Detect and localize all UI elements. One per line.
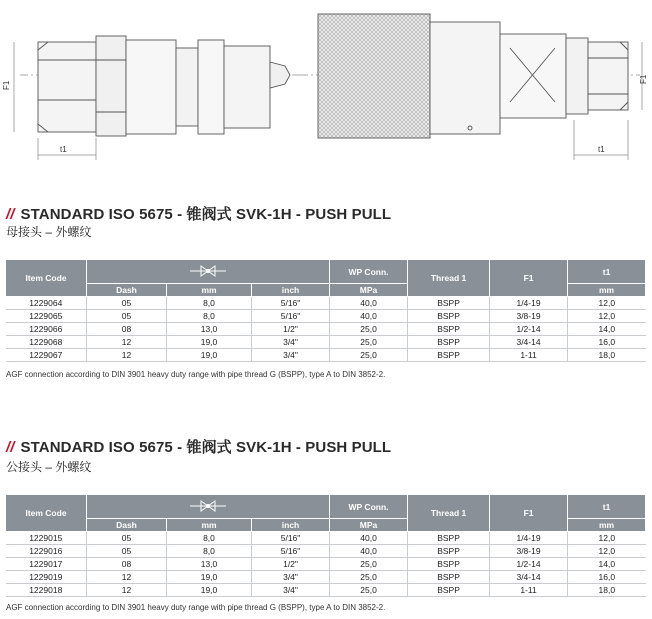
cell-inch: 5/16" [252,297,330,310]
cell-t1: 18,0 [568,584,646,597]
cell-mm: 13,0 [167,558,252,571]
female-coupling-drawing [300,14,642,160]
cell-f1: 1/4-19 [490,532,568,545]
spec-table [5,259,646,362]
header-item-code: Item Code [6,495,87,532]
right-f1-label: F1 [639,74,648,84]
cell-f1: 3/8-19 [490,310,568,323]
cell-f1: 1/4-19 [490,297,568,310]
header-flow-symbol [87,495,330,519]
cell-t1: 14,0 [568,558,646,571]
cell-thread: BSPP [408,349,490,362]
cell-inch: 5/16" [252,545,330,558]
cell-f1: 3/4-14 [490,336,568,349]
cell-f1: 3/4-14 [490,571,568,584]
cell-item-code: 1229064 [6,297,87,310]
coupling-technical-drawing [0,0,652,175]
cell-dash: 05 [87,310,167,323]
footnote: AGF connection according to DIN 3901 heavy duty range with pipe thread G (BSPP), type A to DIN 3852-2. [6,603,386,612]
cell-mpa: 40,0 [330,545,408,558]
section-title [6,436,391,457]
table-row [6,532,646,545]
cell-thread: BSPP [408,336,490,349]
cell-t1: 12,0 [568,297,646,310]
cell-t1: 18,0 [568,349,646,362]
cell-f1: 1/2-14 [490,558,568,571]
cell-t1: 16,0 [568,571,646,584]
cell-t1: 12,0 [568,532,646,545]
header-wp-conn: WP Conn. [330,495,408,519]
cell-mpa: 40,0 [330,310,408,323]
header-t1-mm: mm [568,519,646,532]
header-dash: Dash [87,284,167,297]
header-thread1: Thread 1 [408,495,490,532]
header-t1: t1 [568,260,646,284]
cell-thread: BSPP [408,571,490,584]
cell-mm: 13,0 [167,323,252,336]
table-row [6,558,646,571]
table-row [6,349,646,362]
header-inch: inch [252,284,330,297]
table-row [6,571,646,584]
header-mpa: MPa [330,519,408,532]
cell-mm: 8,0 [167,310,252,323]
cell-mpa: 40,0 [330,532,408,545]
cell-mpa: 25,0 [330,584,408,597]
cell-f1: 1-11 [490,584,568,597]
table-row [6,297,646,310]
section-title [6,203,391,224]
cell-mpa: 25,0 [330,558,408,571]
male-coupling-drawing [14,36,300,160]
cell-thread: BSPP [408,584,490,597]
cell-f1: 1/2-14 [490,323,568,336]
cell-mm: 8,0 [167,532,252,545]
cell-thread: BSPP [408,297,490,310]
cell-inch: 3/4" [252,571,330,584]
section-subtitle: 母接头 – 外螺纹 [6,225,92,239]
cell-item-code: 1229016 [6,545,87,558]
header-thread1: Thread 1 [408,260,490,297]
section-title-text: STANDARD ISO 5675 - 锥阀式 SVK-1H - PUSH PULL [20,439,392,456]
cell-t1: 16,0 [568,336,646,349]
cell-mm: 19,0 [167,336,252,349]
footnote: AGF connection according to DIN 3901 heavy duty range with pipe thread G (BSPP), type A to DIN 3852-2. [6,370,386,379]
cell-f1: 1-11 [490,349,568,362]
header-t1-mm: mm [568,284,646,297]
header-f1: F1 [490,495,568,532]
header-mm: mm [167,519,252,532]
cell-inch: 1/2" [252,323,330,336]
cell-f1: 3/8-19 [490,545,568,558]
header-item-code: Item Code [6,260,87,297]
cell-mm: 8,0 [167,545,252,558]
left-t1-label: t1 [60,145,67,154]
cell-mpa: 40,0 [330,297,408,310]
header-dash: Dash [87,519,167,532]
cell-inch: 3/4" [252,349,330,362]
cell-thread: BSPP [408,310,490,323]
cell-dash: 05 [87,297,167,310]
cell-mpa: 25,0 [330,336,408,349]
cell-dash: 05 [87,545,167,558]
cell-item-code: 1229066 [6,323,87,336]
section-subtitle: 公接头 – 外螺纹 [6,460,92,474]
header-flow-symbol [87,260,330,284]
cell-mpa: 25,0 [330,349,408,362]
cell-inch: 5/16" [252,310,330,323]
cell-mm: 19,0 [167,349,252,362]
cell-thread: BSPP [408,323,490,336]
cell-inch: 3/4" [252,584,330,597]
cell-inch: 5/16" [252,532,330,545]
cell-thread: BSPP [408,532,490,545]
title-prefix: // [6,439,15,456]
section-title-text: STANDARD ISO 5675 - 锥阀式 SVK-1H - PUSH PULL [20,206,392,223]
cell-item-code: 1229067 [6,349,87,362]
cell-item-code: 1229015 [6,532,87,545]
cell-dash: 12 [87,349,167,362]
cell-thread: BSPP [408,545,490,558]
header-t1: t1 [568,495,646,519]
cell-mm: 19,0 [167,571,252,584]
cell-mpa: 25,0 [330,323,408,336]
cell-item-code: 1229017 [6,558,87,571]
cell-mm: 8,0 [167,297,252,310]
table-row [6,336,646,349]
spec-table [5,494,646,597]
cell-inch: 1/2" [252,558,330,571]
cell-t1: 14,0 [568,323,646,336]
cell-dash: 12 [87,571,167,584]
cell-inch: 3/4" [252,336,330,349]
table-row [6,545,646,558]
table-row [6,323,646,336]
table-row [6,584,646,597]
cell-item-code: 1229018 [6,584,87,597]
header-wp-conn: WP Conn. [330,260,408,284]
cell-dash: 08 [87,323,167,336]
cell-mm: 19,0 [167,584,252,597]
cell-t1: 12,0 [568,545,646,558]
cell-item-code: 1229019 [6,571,87,584]
table-row [6,310,646,323]
header-inch: inch [252,519,330,532]
cell-mpa: 25,0 [330,571,408,584]
cell-item-code: 1229068 [6,336,87,349]
flow-valve-icon [188,264,228,278]
header-mm: mm [167,284,252,297]
header-f1: F1 [490,260,568,297]
cell-thread: BSPP [408,558,490,571]
right-t1-label: t1 [598,145,605,154]
title-prefix: // [6,206,15,223]
cell-dash: 08 [87,558,167,571]
cell-dash: 12 [87,336,167,349]
flow-valve-icon [188,499,228,513]
cell-dash: 12 [87,584,167,597]
header-mpa: MPa [330,284,408,297]
cell-item-code: 1229065 [6,310,87,323]
left-f1-label: F1 [2,80,11,90]
cell-t1: 12,0 [568,310,646,323]
cell-dash: 05 [87,532,167,545]
